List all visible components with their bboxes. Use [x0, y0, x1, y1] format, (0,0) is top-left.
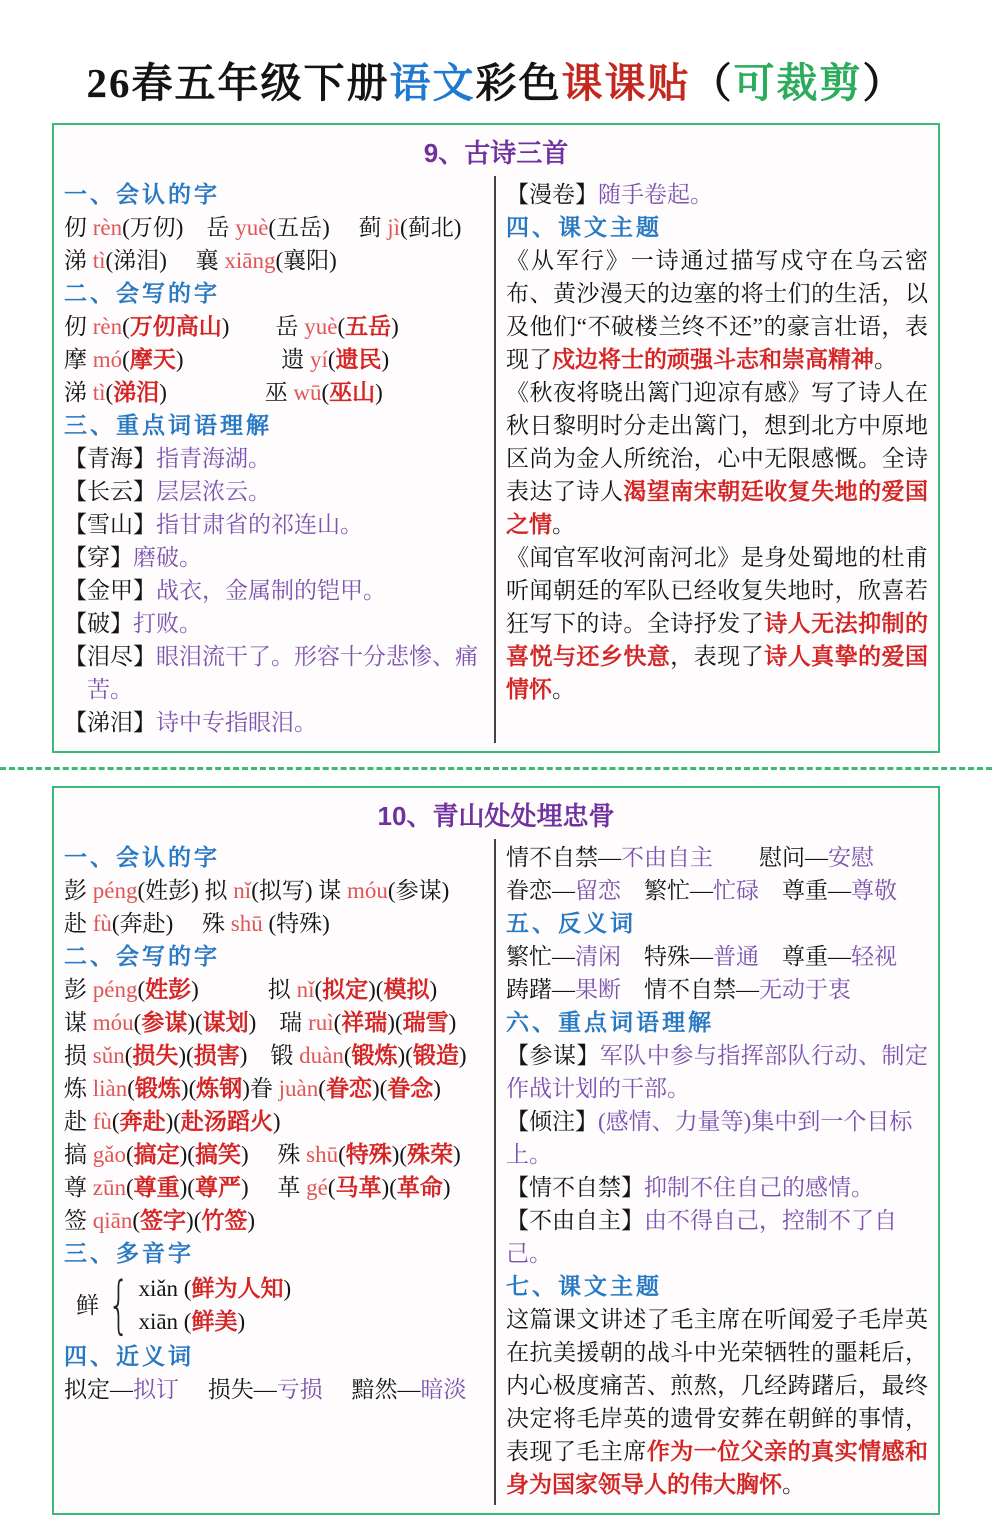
- text-segment: 【破】: [64, 611, 133, 636]
- section-heading: [64, 1340, 484, 1373]
- text-segment: 无动于衷: [759, 977, 851, 1002]
- text-segment: 搞定: [133, 1142, 180, 1167]
- text-line: [506, 874, 928, 907]
- definition-line: [506, 1105, 928, 1171]
- text-segment: (: [327, 347, 336, 372]
- text-segment: 不由自主: [621, 845, 713, 870]
- text-line: [506, 841, 928, 874]
- text-segment: (: [124, 1043, 133, 1068]
- section-heading: [64, 1237, 484, 1270]
- theme-paragraph: [506, 541, 928, 706]
- lesson-box-10: [52, 786, 940, 1515]
- text-segment: sǔn: [92, 1043, 125, 1068]
- text-segment: 打败。: [133, 611, 202, 636]
- text-segment: (: [321, 380, 330, 405]
- section-heading: [64, 409, 484, 442]
- text-segment: 指青海湖。: [156, 446, 271, 471]
- text-segment: tì: [92, 248, 106, 273]
- definition-line: [64, 475, 484, 508]
- section-heading: [64, 841, 484, 874]
- text-segment: )(: [391, 1142, 408, 1167]
- text-segment: 谋: [64, 1010, 93, 1035]
- text-segment: 。: [552, 677, 575, 702]
- text-line: [64, 1105, 484, 1138]
- text-line: [64, 874, 484, 907]
- definition-line: [64, 706, 484, 739]
- theme-paragraph: [506, 244, 928, 376]
- text-segment: 涕: [64, 380, 93, 405]
- section-heading-text: 五、反义词: [506, 911, 636, 936]
- text-segment: 作为一位父亲的真实情感和身为国家领导人的伟大胸怀: [506, 1439, 929, 1497]
- text-segment: 瑞雪: [402, 1010, 449, 1035]
- text-segment: 彭: [64, 977, 93, 1002]
- text-segment: 。: [552, 512, 575, 537]
- text-line: [64, 1039, 484, 1072]
- text-segment: ): [453, 1142, 461, 1167]
- text-segment: 清闲: [575, 944, 621, 969]
- polyphonic-entry: [64, 1268, 484, 1341]
- text-segment: )(: [180, 1076, 197, 1101]
- text-segment: ) 革: [240, 1175, 307, 1200]
- text-segment: (感情、力量等)集中到一个目标上。: [506, 1109, 913, 1167]
- text-segment: 殊荣: [407, 1142, 454, 1167]
- text-segment: yuè: [235, 215, 269, 240]
- text-segment: 彭: [64, 878, 93, 903]
- text-segment: 锻造: [412, 1043, 459, 1068]
- polyphonic-reading: [138, 1272, 291, 1305]
- text-segment: 遗民: [335, 347, 382, 372]
- text-segment: péng: [92, 977, 138, 1002]
- text-segment: 暗淡: [420, 1377, 467, 1402]
- text-segment: zūn: [92, 1175, 126, 1200]
- text-segment: 搞笑: [194, 1142, 241, 1167]
- theme-paragraph: [506, 1303, 928, 1501]
- lesson-10-columns: [54, 839, 938, 1505]
- text-segment: ): [433, 1076, 441, 1101]
- section-heading: [506, 1006, 928, 1039]
- text-segment: 课课贴: [561, 60, 691, 106]
- text-segment: (: [132, 1208, 141, 1233]
- text-segment: ): [272, 1109, 281, 1134]
- definition-line: [64, 442, 484, 475]
- text-line: [506, 940, 928, 973]
- text-segment: 【穿】: [64, 545, 133, 570]
- text-segment: (万仞) 岳: [122, 215, 236, 240]
- section-heading-text: 二、会写的字: [64, 944, 220, 969]
- text-segment: )(: [381, 1175, 397, 1200]
- text-segment: 彩色: [475, 60, 562, 106]
- text-segment: 模拟: [383, 977, 430, 1002]
- brace-icon: {: [107, 1268, 130, 1341]
- lesson-box-9: [52, 123, 940, 753]
- definition-line: [64, 508, 484, 541]
- text-segment: xiān (: [138, 1309, 192, 1334]
- text-segment: péng: [92, 878, 138, 903]
- text-segment: )(: [179, 1175, 195, 1200]
- text-segment: ) 殊: [240, 1142, 307, 1167]
- text-segment: 《闻官军收河南河北》是身处蜀地的杜甫听闻朝廷的军队已经收复失地时，欣喜若狂写下的诗。全诗抒发了: [506, 545, 928, 636]
- text-segment: 【青海】: [64, 446, 156, 471]
- text-segment: 亏损: [276, 1377, 323, 1402]
- text-segment: ) 遗: [175, 347, 310, 372]
- text-segment: 繁忙—: [621, 878, 713, 903]
- text-segment: 情不自禁—: [506, 845, 621, 870]
- text-segment: (: [137, 977, 146, 1002]
- text-segment: tì: [92, 380, 106, 405]
- text-segment: móu: [347, 878, 388, 903]
- text-line: [64, 343, 484, 376]
- text-segment: (蓟北): [400, 215, 462, 240]
- text-segment: )(: [178, 1043, 194, 1068]
- text-segment: 祥瑞: [341, 1010, 388, 1035]
- text-segment: 诗中专指眼泪。: [156, 710, 317, 735]
- text-segment: 涕泪: [113, 380, 160, 405]
- text-segment: ): [458, 1043, 467, 1068]
- text-segment: 情不自禁—: [621, 977, 759, 1002]
- text-segment: ): [391, 314, 399, 339]
- text-segment: 繁忙—: [506, 944, 575, 969]
- text-segment: yuè: [304, 314, 338, 339]
- lesson-9-right-column: [496, 176, 938, 743]
- text-segment: 尊重—: [759, 878, 851, 903]
- lesson-9-left-column: [54, 176, 496, 743]
- text-segment: ): [448, 1010, 457, 1035]
- text-line: [64, 1171, 484, 1204]
- text-segment: (姓彭) 拟: [137, 878, 234, 903]
- text-segment: ，表现了: [670, 644, 765, 669]
- text-segment: 炼钢: [196, 1076, 243, 1101]
- text-segment: fù: [92, 911, 112, 936]
- text-segment: (: [327, 1175, 336, 1200]
- text-segment: 层层浓云。: [156, 479, 271, 504]
- polyphonic-reading: [138, 1305, 291, 1338]
- text-segment: 普通: [713, 944, 759, 969]
- text-line: [64, 1204, 484, 1237]
- text-segment: 摩天: [129, 347, 176, 372]
- theme-paragraph: [506, 376, 928, 541]
- text-segment: 签字: [140, 1208, 187, 1233]
- text-segment: 锻炼: [134, 1076, 181, 1101]
- text-line: [64, 376, 484, 409]
- text-segment: 戍边将士的顽强斗志和崇高精神: [552, 347, 874, 372]
- text-segment: 搞: [64, 1142, 93, 1167]
- text-segment: 语文: [389, 60, 476, 106]
- text-segment: 尊严: [194, 1175, 241, 1200]
- section-heading-text: 三、重点词语理解: [64, 413, 272, 438]
- text-segment: (: [125, 1142, 134, 1167]
- definition-line: [64, 607, 484, 640]
- text-segment: 竹签: [201, 1208, 248, 1233]
- lesson-9-title: 9、古诗三首: [423, 138, 569, 168]
- text-segment: 这篇课文讲述了毛主席在听闻爱子毛岸英在抗美援朝的战斗中光荣牺牲的噩耗后，内心极度痛苦、煎熬，几经踌躇后，最终决定将毛岸英的遗骨安葬在朝鲜的事情，表现了毛主席: [506, 1307, 928, 1464]
- text-segment: 战衣，金属制的铠甲。: [156, 578, 386, 603]
- definition-line: [506, 178, 928, 211]
- text-segment: 尊重—: [759, 944, 851, 969]
- text-segment: 指甘肃省的祁连山。: [156, 512, 363, 537]
- text-line: [506, 973, 928, 1006]
- section-heading-text: 四、近义词: [64, 1344, 194, 1369]
- text-segment: 慰问—: [713, 845, 828, 870]
- text-segment: 眷恋: [325, 1076, 372, 1101]
- polyphonic-readings: [138, 1272, 291, 1338]
- text-segment: )(: [371, 1076, 388, 1101]
- text-segment: )(: [179, 1142, 195, 1167]
- text-line: [64, 244, 484, 277]
- text-segment: ) 巫: [159, 380, 294, 405]
- text-segment: qiān: [92, 1208, 133, 1233]
- text-segment: 留恋: [575, 878, 621, 903]
- text-segment: ): [442, 1175, 451, 1200]
- text-segment: 【倾注】: [506, 1109, 598, 1134]
- text-segment: 【不由自主】: [506, 1208, 644, 1233]
- text-segment: 拟订: [133, 1377, 179, 1402]
- text-segment: nǐ: [296, 977, 315, 1002]
- text-segment: jì: [387, 215, 401, 240]
- text-segment: 马革: [335, 1175, 382, 1200]
- text-segment: (: [105, 380, 114, 405]
- text-segment: （: [690, 60, 734, 106]
- section-heading: [506, 1270, 928, 1303]
- section-heading-text: 六、重点词语理解: [506, 1010, 714, 1035]
- text-segment: (: [318, 1076, 326, 1101]
- text-segment: (拟写) 谋: [251, 878, 348, 903]
- text-segment: 军队中参与指挥部队行动、制定作战计划的干部。: [506, 1043, 929, 1101]
- text-segment: 【参谋】: [506, 1043, 600, 1068]
- text-segment: duàn: [299, 1043, 344, 1068]
- text-segment: ): [375, 380, 383, 405]
- text-segment: ): [247, 1208, 256, 1233]
- text-segment: 踌躇—: [506, 977, 575, 1002]
- text-segment: 损害: [193, 1043, 240, 1068]
- text-segment: 眼泪流干了。形容十分悲惨、痛苦。: [87, 644, 478, 702]
- dashed-cut-line: [0, 767, 992, 770]
- text-segment: wū: [293, 380, 322, 405]
- text-segment: 损失: [132, 1043, 179, 1068]
- text-segment: rèn: [92, 215, 123, 240]
- page-title: [0, 50, 992, 109]
- text-segment: 赴汤蹈火: [180, 1109, 273, 1134]
- text-segment: 谋划: [202, 1010, 249, 1035]
- lesson-9-columns: [54, 176, 938, 743]
- text-segment: ) 岳: [221, 314, 305, 339]
- text-segment: )(: [368, 977, 384, 1002]
- text-segment: 《从军行》一诗通过描写戍守在乌云密布、黄沙漫天的边塞的将士们的生活，以及他们“不破楼兰终不还”的豪言壮语，表现了: [506, 248, 928, 372]
- text-segment: (参谋): [387, 878, 450, 903]
- text-line: [64, 907, 484, 940]
- section-heading-text: 一、会认的字: [64, 182, 220, 207]
- text-segment: )(: [187, 1010, 203, 1035]
- section-heading: [64, 178, 484, 211]
- text-segment: liàn: [92, 1076, 128, 1101]
- text-segment: ）: [862, 60, 906, 106]
- text-segment: ): [283, 1276, 292, 1301]
- section-heading: [506, 907, 928, 940]
- text-segment: (: [343, 1043, 352, 1068]
- text-segment: xiāng: [224, 248, 276, 273]
- text-segment: gǎo: [92, 1142, 126, 1167]
- text-line: [64, 1373, 484, 1406]
- section-heading-text: 七、课文主题: [506, 1274, 662, 1299]
- text-segment: (: [111, 1109, 120, 1134]
- text-line: [64, 1138, 484, 1171]
- polyphonic-character: 鲜: [76, 1292, 99, 1318]
- lesson-10-left-column: [54, 839, 496, 1505]
- lesson-10-right-column: [496, 839, 938, 1505]
- text-segment: 磨破。: [133, 545, 202, 570]
- text-segment: 损失—: [179, 1377, 277, 1402]
- text-segment: (涕泪) 襄: [105, 248, 225, 273]
- text-segment: (: [127, 1076, 135, 1101]
- text-segment: (: [133, 1010, 142, 1035]
- text-segment: 由不得自己，控制不了自己。: [506, 1208, 897, 1266]
- text-line: [64, 310, 484, 343]
- text-segment: ) 锻: [239, 1043, 300, 1068]
- text-segment: ) 瑞: [248, 1010, 309, 1035]
- text-segment: )眷: [242, 1076, 279, 1101]
- definition-line: [64, 541, 484, 574]
- section-heading-text: 三、多音字: [64, 1241, 194, 1266]
- text-segment: ): [381, 347, 390, 372]
- text-segment: 渴望南宋朝廷收复失地的爱国之情: [506, 479, 929, 537]
- text-segment: 锻炼: [351, 1043, 398, 1068]
- text-segment: (: [122, 314, 130, 339]
- text-segment: 革命: [396, 1175, 443, 1200]
- text-segment: 诗人真挚的爱国情怀: [506, 644, 929, 702]
- section-heading: [64, 277, 484, 310]
- text-segment: 拟定—: [64, 1377, 133, 1402]
- text-segment: ruì: [308, 1010, 334, 1035]
- text-segment: 尊重: [133, 1175, 180, 1200]
- text-segment: gé: [306, 1175, 328, 1200]
- text-segment: 拟定: [322, 977, 369, 1002]
- text-segment: mó: [92, 347, 123, 372]
- text-segment: 参谋: [141, 1010, 188, 1035]
- text-segment: 赴: [64, 1109, 93, 1134]
- text-line: [64, 1006, 484, 1039]
- text-segment: shū: [306, 1142, 339, 1167]
- text-segment: 鲜为人知: [191, 1276, 284, 1301]
- text-segment: móu: [92, 1010, 134, 1035]
- text-segment: (: [338, 1142, 346, 1167]
- section-heading-text: 二、会写的字: [64, 281, 220, 306]
- text-line: [64, 1072, 484, 1105]
- text-segment: (: [314, 977, 323, 1002]
- text-segment: 眷恋—: [506, 878, 575, 903]
- text-segment: (: [333, 1010, 342, 1035]
- text-segment: 《秋夜将晓出篱门迎凉有感》写了诗人在秋日黎明时分走出篱门，想到北方中原地区尚为金人所统治，心中无限感慨。全诗表达了诗人: [506, 380, 928, 504]
- text-segment: 签: [64, 1208, 93, 1233]
- text-segment: nǐ: [233, 878, 252, 903]
- text-segment: (: [125, 1175, 134, 1200]
- text-segment: )(: [165, 1109, 181, 1134]
- text-segment: 涕: [64, 248, 93, 273]
- definition-line: [506, 1171, 928, 1204]
- text-segment: 奔赴: [119, 1109, 166, 1134]
- text-segment: 【漫卷】: [506, 182, 598, 207]
- text-segment: ) 拟: [191, 977, 297, 1002]
- text-segment: )(: [387, 1010, 403, 1035]
- text-segment: 巫山: [329, 380, 376, 405]
- text-segment: 姓彭: [145, 977, 192, 1002]
- text-segment: xiǎn (: [138, 1276, 192, 1301]
- text-segment: 尊敬: [851, 878, 897, 903]
- definition-line: [64, 640, 484, 706]
- text-segment: ): [429, 977, 438, 1002]
- text-line: [64, 211, 484, 244]
- text-segment: (襄阳): [275, 248, 337, 273]
- text-segment: 果断: [575, 977, 621, 1002]
- text-segment: ): [237, 1309, 246, 1334]
- text-segment: 可裁剪: [733, 60, 863, 106]
- text-segment: 仞: [64, 215, 93, 240]
- section-heading: [506, 211, 928, 244]
- text-segment: (五岳) 蓟: [268, 215, 388, 240]
- text-segment: 轻视: [851, 944, 897, 969]
- text-segment: )(: [397, 1043, 413, 1068]
- text-segment: )(: [186, 1208, 202, 1233]
- text-segment: 尊: [64, 1175, 93, 1200]
- text-segment: yí: [309, 347, 328, 372]
- text-segment: 。: [874, 347, 897, 372]
- lesson-10-title: 10、青山处处埋忠骨: [377, 801, 615, 831]
- text-segment: (奔赴) 殊: [111, 911, 231, 936]
- text-segment: (: [122, 347, 130, 372]
- text-segment: 黯然—: [322, 1377, 421, 1402]
- text-segment: (特殊): [262, 911, 330, 936]
- text-segment: juàn: [278, 1076, 319, 1101]
- definition-line: [506, 1039, 928, 1105]
- section-heading: [64, 940, 484, 973]
- text-segment: 特殊—: [621, 944, 713, 969]
- text-segment: 26春五年级下册: [86, 60, 390, 106]
- text-segment: 特殊: [345, 1142, 392, 1167]
- definition-line: [506, 1204, 928, 1270]
- text-segment: 五岳: [345, 314, 392, 339]
- text-segment: 忙碌: [713, 878, 759, 903]
- text-segment: 【雪山】: [64, 512, 156, 537]
- text-segment: 赴: [64, 911, 93, 936]
- text-segment: 【长云】: [64, 479, 156, 504]
- text-segment: 。: [782, 1472, 805, 1497]
- definition-line: [64, 574, 484, 607]
- text-segment: 仞: [64, 314, 93, 339]
- section-heading-text: 一、会认的字: [64, 845, 220, 870]
- text-segment: 鲜美: [191, 1309, 238, 1334]
- section-heading-text: 四、课文主题: [506, 215, 662, 240]
- text-segment: 【金甲】: [64, 578, 156, 603]
- text-segment: 炼: [64, 1076, 93, 1101]
- text-segment: 万仞高山: [129, 314, 222, 339]
- text-segment: 摩: [64, 347, 93, 372]
- text-segment: (: [337, 314, 346, 339]
- text-segment: rèn: [92, 314, 123, 339]
- text-segment: 【情不自禁】: [506, 1175, 644, 1200]
- text-segment: 随手卷起。: [598, 182, 713, 207]
- text-segment: 安慰: [828, 845, 874, 870]
- text-segment: 诗人无法抑制的喜悦与还乡快意: [506, 611, 929, 669]
- text-segment: shū: [230, 911, 263, 936]
- text-segment: fù: [92, 1109, 112, 1134]
- text-segment: 【泪尽】: [64, 644, 156, 669]
- text-segment: 【涕泪】: [64, 710, 156, 735]
- text-segment: 损: [64, 1043, 93, 1068]
- text-segment: 抑制不住自己的感情。: [644, 1175, 874, 1200]
- text-line: [64, 973, 484, 1006]
- text-segment: 眷念: [387, 1076, 434, 1101]
